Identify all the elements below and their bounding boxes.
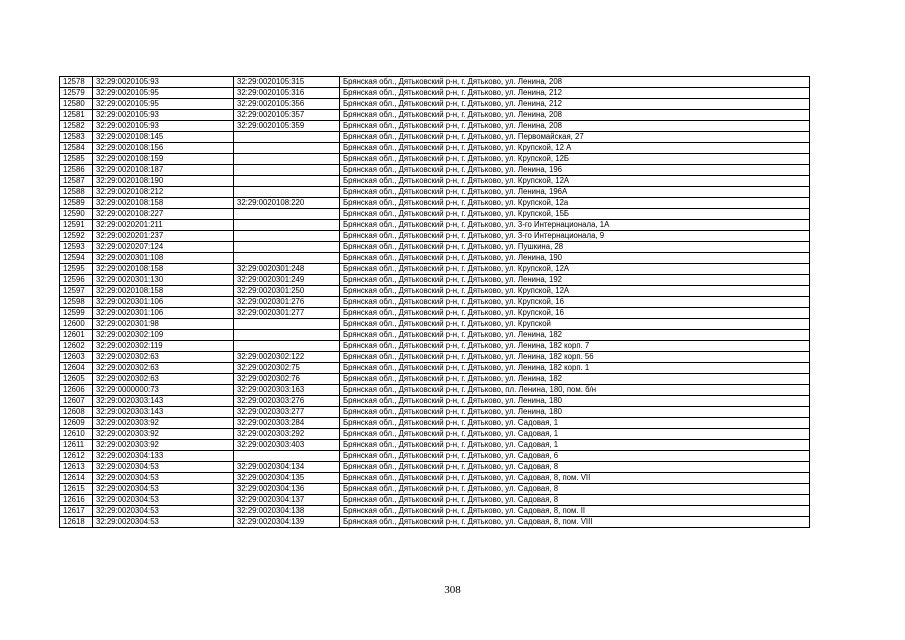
record-number-cell: 12606	[60, 385, 93, 396]
address-cell: Брянская обл., Дятьковский р-н, г. Дятьково, ул. Садовая, 8, пом. II	[340, 506, 810, 517]
address-cell: Брянская обл., Дятьковский р-н, г. Дятьково, ул. Ленина, 182 корп. 7	[340, 341, 810, 352]
cadastral-number-cell	[234, 143, 340, 154]
record-number-cell: 12602	[60, 341, 93, 352]
parent-cadastral-number-cell: 32:29:0020108:212	[93, 187, 234, 198]
address-cell: Брянская обл., Дятьковский р-н, г. Дятьково, ул. Крупской, 12А	[340, 264, 810, 275]
address-cell: Брянская обл., Дятьковский р-н, г. Дятьково, ул. Крупской, 16	[340, 297, 810, 308]
cadastral-number-cell: 32:29:0020301:277	[234, 308, 340, 319]
table-row	[60, 77, 810, 88]
address-cell: Брянская обл., Дятьковский р-н, г. Дятьково, ул. Ленина, 180	[340, 407, 810, 418]
address-cell: Брянская обл., Дятьковский р-н, г. Дятьково, ул. 3-го Интернационала, 9	[340, 231, 810, 242]
parent-cadastral-number-cell: 32:29:0020303:92	[93, 418, 234, 429]
record-number-cell: 12605	[60, 374, 93, 385]
parent-cadastral-number-cell: 32:29:0020303:92	[93, 440, 234, 451]
address-cell: Брянская обл., Дятьковский р-н, г. Дятьково, ул. Ленина, 208	[340, 77, 810, 88]
parent-cadastral-number-cell: 32:29:0020201:211	[93, 220, 234, 231]
cadastral-number-cell	[234, 132, 340, 143]
address-cell: Брянская обл., Дятьковский р-н, г. Дятьково, ул. Ленина, 192	[340, 275, 810, 286]
parent-cadastral-number-cell: 32:29:0020304:53	[93, 473, 234, 484]
parent-cadastral-number-cell: 32:29:0020108:156	[93, 143, 234, 154]
record-number-cell: 12593	[60, 242, 93, 253]
table-row	[60, 462, 810, 473]
cadastral-number-cell: 32:29:0020105:356	[234, 99, 340, 110]
parent-cadastral-number-cell: 32:29:0020108:227	[93, 209, 234, 220]
cadastral-number-cell: 32:29:0020304:138	[234, 506, 340, 517]
table-row	[60, 176, 810, 187]
table-row	[60, 418, 810, 429]
address-cell: Брянская обл., Дятьковский р-н, г. Дятьково, ул. Пушкина, 28	[340, 242, 810, 253]
address-cell: Брянская обл., Дятьковский р-н, г. Дятьково, ул. Ленина, 208	[340, 110, 810, 121]
record-number-cell: 12594	[60, 253, 93, 264]
cadastral-number-cell	[234, 341, 340, 352]
record-number-cell: 12581	[60, 110, 93, 121]
record-number-cell: 12611	[60, 440, 93, 451]
table-row	[60, 473, 810, 484]
cadastral-number-cell: 32:29:0020304:136	[234, 484, 340, 495]
parent-cadastral-number-cell: 32:29:0020304:53	[93, 506, 234, 517]
parent-cadastral-number-cell: 32:29:0020304:53	[93, 462, 234, 473]
cadastral-number-cell	[234, 165, 340, 176]
address-cell: Брянская обл., Дятьковский р-н, г. Дятьково, ул. Крупской	[340, 319, 810, 330]
cadastral-number-cell: 32:29:0020105:359	[234, 121, 340, 132]
cadastral-number-cell	[234, 319, 340, 330]
address-cell: Брянская обл., Дятьковский р-н, г. Дятьково, ул. Садовая, 6	[340, 451, 810, 462]
record-number-cell: 12587	[60, 176, 93, 187]
address-cell: Брянская обл., Дятьковский р-н, г. Дятьково, ул. Садовая, 8	[340, 484, 810, 495]
cadastral-number-cell: 32:29:0020303:163	[234, 385, 340, 396]
table-row	[60, 88, 810, 99]
cadastral-number-cell	[234, 253, 340, 264]
table-row	[60, 330, 810, 341]
cadastral-number-cell	[234, 451, 340, 462]
table-row	[60, 451, 810, 462]
address-cell: Брянская обл., Дятьковский р-н, г. Дятьково, ул. Ленина, 208	[340, 121, 810, 132]
table-row	[60, 275, 810, 286]
parent-cadastral-number-cell: 32:29:0020301:98	[93, 319, 234, 330]
cadastral-number-cell: 32:29:0020302:76	[234, 374, 340, 385]
record-number-cell: 12609	[60, 418, 93, 429]
cadastral-number-cell: 32:29:0020301:276	[234, 297, 340, 308]
parent-cadastral-number-cell: 32:29:0020303:143	[93, 407, 234, 418]
cadastral-number-cell: 32:29:0020303:277	[234, 407, 340, 418]
parent-cadastral-number-cell: 32:29:0020301:106	[93, 297, 234, 308]
registry-table-container	[59, 76, 810, 528]
record-number-cell: 12591	[60, 220, 93, 231]
table-row	[60, 187, 810, 198]
cadastral-number-cell: 32:29:0020304:135	[234, 473, 340, 484]
cadastral-number-cell: 32:29:0020105:315	[234, 77, 340, 88]
table-row	[60, 121, 810, 132]
record-number-cell: 12582	[60, 121, 93, 132]
record-number-cell: 12604	[60, 363, 93, 374]
parent-cadastral-number-cell: 32:29:0020301:130	[93, 275, 234, 286]
cadastral-number-cell: 32:29:0020304:139	[234, 517, 340, 528]
table-row	[60, 396, 810, 407]
parent-cadastral-number-cell: 32:29:0020304:133	[93, 451, 234, 462]
parent-cadastral-number-cell: 32:29:0020108:187	[93, 165, 234, 176]
table-row	[60, 440, 810, 451]
address-cell: Брянская обл., Дятьковский р-н, г. Дятьково, ул. Садовая, 1	[340, 418, 810, 429]
table-row	[60, 264, 810, 275]
cadastral-number-cell: 32:29:0020302:122	[234, 352, 340, 363]
address-cell: Брянская обл., Дятьковский р-н, г. Дятьково, ул. Ленина, 182	[340, 330, 810, 341]
record-number-cell: 12610	[60, 429, 93, 440]
cadastral-number-cell	[234, 187, 340, 198]
table-row	[60, 286, 810, 297]
cadastral-number-cell	[234, 242, 340, 253]
record-number-cell: 12598	[60, 297, 93, 308]
address-cell: Брянская обл., Дятьковский р-н, г. Дятьково, ул. Первомайская, 27	[340, 132, 810, 143]
address-cell: Брянская обл., Дятьковский р-н, г. Дятьково, ул. Крупской, 12Б	[340, 154, 810, 165]
table-row	[60, 220, 810, 231]
address-cell: Брянская обл., Дятьковский р-н, г. Дятьково, ул. 3-го Интернационала, 1А	[340, 220, 810, 231]
table-row	[60, 209, 810, 220]
record-number-cell: 12592	[60, 231, 93, 242]
address-cell: Брянская обл., Дятьковский р-н, г. Дятьково, ул. Ленина, 182	[340, 374, 810, 385]
address-cell: Брянская обл., Дятьковский р-н, г. Дятьково, ул. Садовая, 1	[340, 429, 810, 440]
address-cell: Брянская обл., Дятьковский р-н, г. Дятьково, пл. Ленина, 180, пом. б/н	[340, 385, 810, 396]
parent-cadastral-number-cell: 32:29:0020304:53	[93, 484, 234, 495]
address-cell: Брянская обл., Дятьковский р-н, г. Дятьково, ул. Крупской, 12А	[340, 286, 810, 297]
parent-cadastral-number-cell: 32:29:0020108:145	[93, 132, 234, 143]
table-row	[60, 495, 810, 506]
table-row	[60, 165, 810, 176]
record-number-cell: 12617	[60, 506, 93, 517]
address-cell: Брянская обл., Дятьковский р-н, г. Дятьково, ул. Ленина, 190	[340, 253, 810, 264]
cadastral-number-cell: 32:29:0020301:250	[234, 286, 340, 297]
record-number-cell: 12597	[60, 286, 93, 297]
table-row	[60, 407, 810, 418]
address-cell: Брянская обл., Дятьковский р-н, г. Дятьково, ул. Крупской, 12А	[340, 176, 810, 187]
table-row	[60, 374, 810, 385]
parent-cadastral-number-cell: 32:29:0020304:53	[93, 495, 234, 506]
table-row	[60, 110, 810, 121]
record-number-cell: 12607	[60, 396, 93, 407]
parent-cadastral-number-cell: 32:29:0020108:158	[93, 198, 234, 209]
table-row	[60, 363, 810, 374]
address-cell: Брянская обл., Дятьковский р-н, г. Дятьково, ул. Крупской, 12 А	[340, 143, 810, 154]
table-row	[60, 253, 810, 264]
record-number-cell: 12596	[60, 275, 93, 286]
parent-cadastral-number-cell: 32:29:0020105:95	[93, 88, 234, 99]
record-number-cell: 12601	[60, 330, 93, 341]
table-row	[60, 99, 810, 110]
table-row	[60, 341, 810, 352]
address-cell: Брянская обл., Дятьковский р-н, г. Дятьково, ул. Ленина, 196А	[340, 187, 810, 198]
cadastral-number-cell	[234, 330, 340, 341]
record-number-cell: 12600	[60, 319, 93, 330]
cadastral-number-cell	[234, 220, 340, 231]
record-number-cell: 12585	[60, 154, 93, 165]
record-number-cell: 12579	[60, 88, 93, 99]
address-cell: Брянская обл., Дятьковский р-н, г. Дятьково, ул. Садовая, 1	[340, 440, 810, 451]
cadastral-number-cell	[234, 209, 340, 220]
table-row	[60, 242, 810, 253]
parent-cadastral-number-cell: 32:29:0020302:63	[93, 352, 234, 363]
cadastral-number-cell	[234, 231, 340, 242]
table-row	[60, 385, 810, 396]
table-row	[60, 143, 810, 154]
address-cell: Брянская обл., Дятьковский р-н, г. Дятьково, ул. Крупской, 15Б	[340, 209, 810, 220]
cadastral-number-cell: 32:29:0020303:284	[234, 418, 340, 429]
cadastral-number-cell: 32:29:0020303:292	[234, 429, 340, 440]
record-number-cell: 12614	[60, 473, 93, 484]
table-row	[60, 297, 810, 308]
parent-cadastral-number-cell: 32:29:0020105:95	[93, 99, 234, 110]
record-number-cell: 12578	[60, 77, 93, 88]
page-number: 308	[444, 584, 461, 596]
cadastral-number-cell	[234, 154, 340, 165]
address-cell: Брянская обл., Дятьковский р-н, г. Дятьково, ул. Крупской, 16	[340, 308, 810, 319]
address-cell: Брянская обл., Дятьковский р-н, г. Дятьково, ул. Крупской, 12а	[340, 198, 810, 209]
record-number-cell: 12595	[60, 264, 93, 275]
record-number-cell: 12584	[60, 143, 93, 154]
record-number-cell: 12616	[60, 495, 93, 506]
parent-cadastral-number-cell: 32:29:0020105:93	[93, 77, 234, 88]
parent-cadastral-number-cell: 32:29:0020105:93	[93, 110, 234, 121]
record-number-cell: 12588	[60, 187, 93, 198]
record-number-cell: 12615	[60, 484, 93, 495]
cadastral-number-cell: 32:29:0020303:276	[234, 396, 340, 407]
table-row	[60, 308, 810, 319]
parent-cadastral-number-cell: 32:29:0020304:53	[93, 517, 234, 528]
table-row	[60, 132, 810, 143]
address-cell: Брянская обл., Дятьковский р-н, г. Дятьково, ул. Садовая, 8	[340, 462, 810, 473]
table-row	[60, 198, 810, 209]
table-row	[60, 154, 810, 165]
table-row	[60, 506, 810, 517]
table-row	[60, 352, 810, 363]
cadastral-number-cell: 32:29:0020304:137	[234, 495, 340, 506]
parent-cadastral-number-cell: 32:29:0020108:190	[93, 176, 234, 187]
table-row	[60, 517, 810, 528]
record-number-cell: 12618	[60, 517, 93, 528]
parent-cadastral-number-cell: 32:29:0020301:106	[93, 308, 234, 319]
parent-cadastral-number-cell: 32:29:0020302:63	[93, 374, 234, 385]
registry-table-body	[60, 77, 810, 528]
record-number-cell: 12589	[60, 198, 93, 209]
parent-cadastral-number-cell: 32:29:0020302:119	[93, 341, 234, 352]
parent-cadastral-number-cell: 32:29:0020105:93	[93, 121, 234, 132]
parent-cadastral-number-cell: 32:29:0020108:159	[93, 154, 234, 165]
parent-cadastral-number-cell: 32:29:0020303:92	[93, 429, 234, 440]
address-cell: Брянская обл., Дятьковский р-н, г. Дятьково, ул. Ленина, 180	[340, 396, 810, 407]
cadastral-number-cell: 32:29:0020108:220	[234, 198, 340, 209]
table-row	[60, 429, 810, 440]
table-row	[60, 319, 810, 330]
address-cell: Брянская обл., Дятьковский р-н, г. Дятьково, ул. Ленина, 196	[340, 165, 810, 176]
parent-cadastral-number-cell: 32:29:0020207:124	[93, 242, 234, 253]
table-row	[60, 484, 810, 495]
parent-cadastral-number-cell: 32:29:0020302:63	[93, 363, 234, 374]
record-number-cell: 12613	[60, 462, 93, 473]
parent-cadastral-number-cell: 32:29:0020301:108	[93, 253, 234, 264]
address-cell: Брянская обл., Дятьковский р-н, г. Дятьково, ул. Ленина, 182 корп. 56	[340, 352, 810, 363]
record-number-cell: 12583	[60, 132, 93, 143]
parent-cadastral-number-cell: 32:29:0000000:73	[93, 385, 234, 396]
parent-cadastral-number-cell: 32:29:0020303:143	[93, 396, 234, 407]
parent-cadastral-number-cell: 32:29:0020201:237	[93, 231, 234, 242]
parent-cadastral-number-cell: 32:29:0020108:158	[93, 264, 234, 275]
cadastral-number-cell: 32:29:0020303:403	[234, 440, 340, 451]
address-cell: Брянская обл., Дятьковский р-н, г. Дятьково, ул. Ленина, 212	[340, 99, 810, 110]
address-cell: Брянская обл., Дятьковский р-н, г. Дятьково, ул. Садовая, 8	[340, 495, 810, 506]
record-number-cell: 12603	[60, 352, 93, 363]
record-number-cell: 12612	[60, 451, 93, 462]
cadastral-number-cell: 32:29:0020105:316	[234, 88, 340, 99]
cadastral-number-cell	[234, 176, 340, 187]
address-cell: Брянская обл., Дятьковский р-н, г. Дятьково, ул. Ленина, 182 корп. 1	[340, 363, 810, 374]
record-number-cell: 12599	[60, 308, 93, 319]
address-cell: Брянская обл., Дятьковский р-н, г. Дятьково, ул. Садовая, 8, пом. VIII	[340, 517, 810, 528]
record-number-cell: 12586	[60, 165, 93, 176]
address-cell: Брянская обл., Дятьковский р-н, г. Дятьково, ул. Ленина, 212	[340, 88, 810, 99]
record-number-cell: 12590	[60, 209, 93, 220]
cadastral-number-cell: 32:29:0020301:248	[234, 264, 340, 275]
cadastral-number-cell: 32:29:0020105:357	[234, 110, 340, 121]
registry-table	[59, 76, 810, 528]
cadastral-number-cell: 32:29:0020301:249	[234, 275, 340, 286]
address-cell: Брянская обл., Дятьковский р-н, г. Дятьково, ул. Садовая, 8, пом. VII	[340, 473, 810, 484]
parent-cadastral-number-cell: 32:29:0020108:158	[93, 286, 234, 297]
cadastral-number-cell: 32:29:0020302:75	[234, 363, 340, 374]
table-row	[60, 231, 810, 242]
cadastral-number-cell: 32:29:0020304:134	[234, 462, 340, 473]
record-number-cell: 12580	[60, 99, 93, 110]
record-number-cell: 12608	[60, 407, 93, 418]
parent-cadastral-number-cell: 32:29:0020302:109	[93, 330, 234, 341]
